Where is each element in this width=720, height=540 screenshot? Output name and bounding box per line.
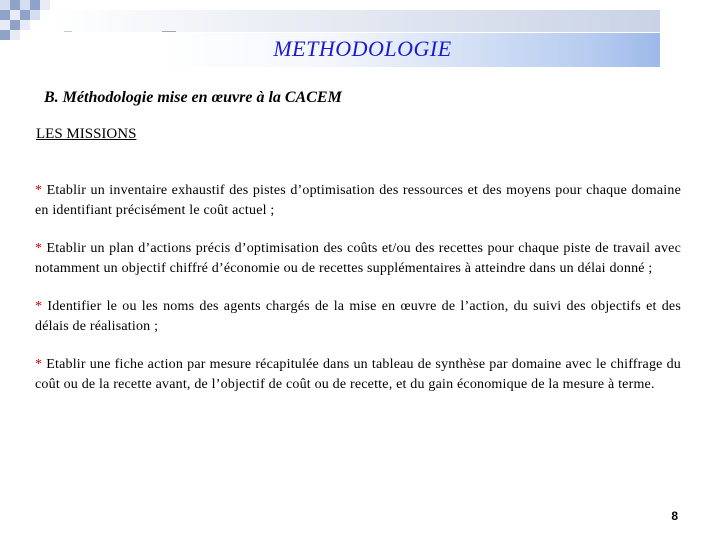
missions-list	[35, 181, 681, 413]
bullet-asterisk: *	[35, 357, 43, 372]
decorative-checker-pattern	[0, 0, 60, 45]
list-item	[35, 181, 681, 220]
slide-subtitle: B. Méthodologie mise en œuvre à la CACEM	[44, 89, 342, 106]
list-item-text: Etablir un plan d’actions précis d’optimisation des coûts et/ou des recettes pour chaque piste de travail avec notamment un objectif chiffré d’économie ou de recettes supplémentaires à atteindre dans un délai donné ;	[35, 241, 681, 276]
slide-title: METHODOLOGIE	[273, 36, 452, 61]
list-item	[35, 355, 681, 394]
bullet-asterisk: *	[35, 299, 43, 314]
header-rule	[64, 31, 72, 32]
list-item-text: Etablir un inventaire exhaustif des pistes d’optimisation des ressources et des moyens pour chaque domaine en identifiant précisément le coût actuel ;	[35, 183, 681, 218]
header-banner	[52, 10, 660, 32]
list-item	[35, 239, 681, 278]
title-rule	[162, 31, 176, 32]
list-item	[35, 297, 681, 336]
list-item-text: Identifier le ou les noms des agents chargés de la mise en œuvre de l’action, du suivi des objectifs et des délais de réalisation ;	[35, 299, 681, 334]
list-item-text: Etablir une fiche action par mesure récapitulée dans un tableau de synthèse par domaine avec le chiffrage du coût ou de la recette avant, de l’objectif de coût ou de recette, et du gain économique de la mesure à terme.	[35, 357, 681, 392]
page-number: 8	[671, 509, 678, 523]
section-heading: LES MISSIONS	[36, 126, 137, 142]
bullet-asterisk: *	[35, 241, 43, 256]
bullet-asterisk: *	[35, 183, 43, 198]
